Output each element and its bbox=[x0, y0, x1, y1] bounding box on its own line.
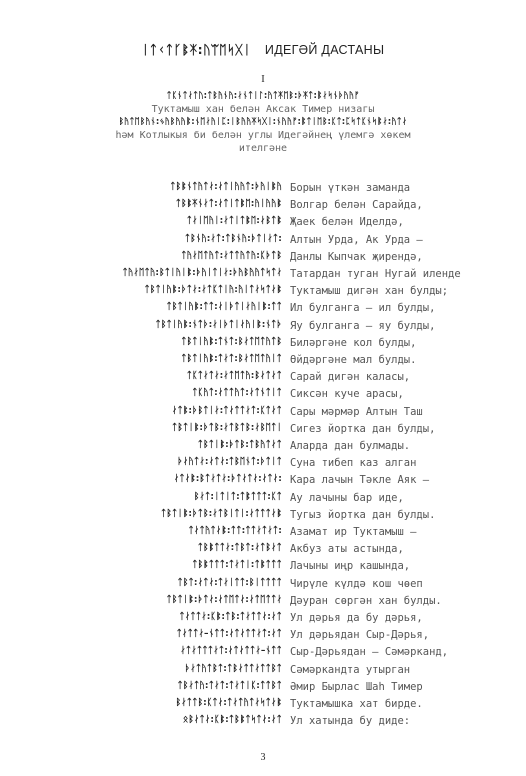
verse-runic: ᛏᛒᛔᛡᚾᛅᛏ:ᛅᛏᛁᛏᛔᛖ:ᚤᛁᚤᚤᛔ bbox=[175, 199, 282, 210]
verse-cyrillic: Сары мәрмәр Алтын Таш bbox=[290, 405, 423, 418]
intro-cyrillic-line: һәм Котлыкыя би белән углы Идегәйнең үлемгә хөкем bbox=[115, 130, 411, 141]
verse-runic: ᛏᛒᛏᛁᚤᛔ:ᛏᛅᛏ:ᛒᛅᛏᛖᛏᚤᛁᛏ bbox=[181, 354, 282, 364]
verse-line bbox=[0, 335, 526, 352]
verse-line bbox=[0, 421, 526, 438]
verse-cyrillic: Борын үткән заманда bbox=[290, 182, 411, 194]
verse-runic: ᛏᛒᛏᛁᚤᛔ:ᛏᚾᛏ:ᛒᛅᛏᛖᛏᚤᛏᛒ bbox=[181, 336, 282, 347]
chapter-intro bbox=[60, 90, 466, 155]
verse-cyrillic: Акбуз аты астында, bbox=[290, 543, 404, 556]
verse-runic: ᛏᛕᚤᛏ:ᛅᛏᛏᚤᛏ:ᛅᛏᚾᛏᛁᛏ bbox=[192, 388, 282, 399]
verse-runic: ᛏᛒᛅᛏᚤ:ᛏᛅᛏ:ᛏᛅᛏᛁᛕ:ᛏᛏᛒᛏ bbox=[177, 680, 282, 691]
verse-runic: ᛏᛅᛏᛏᛅ–ᚾᛏᛏ:ᛅᛏᛅᛏᛏᛅᛏ:ᛅᛏ bbox=[176, 629, 282, 640]
verse-cyrillic: Туктамышка хат бирде. bbox=[290, 698, 423, 710]
verse-line bbox=[0, 713, 526, 730]
verse-cyrillic: Биләргәне кол булды, bbox=[290, 336, 417, 349]
verse-runic: ᛏᛕᛏᛅᛏᛅ:ᛅᛏᛖᛏᚤ:ᛒᛅᛏᛅᛏ bbox=[186, 371, 282, 382]
verse-runic: ᛟᛒᛅᛏᛅ:ᛕᛔ:ᛏᛒᛔᛏᛋᛏᛅ:ᛅᛏ bbox=[182, 715, 282, 726]
verse-cyrillic: Суна тибеп каз алган bbox=[290, 457, 417, 470]
verse-runic: ᛏᛒᛏᛁᛔ:ᚦᛏᛒ:ᛅᛏᛒᛏᛒ:ᛅᛒᛖᛏᛁ bbox=[171, 422, 282, 433]
verse-cyrillic: Җаек белән Иделдә, bbox=[290, 216, 404, 229]
intro-runic-line: ᛏᛕᚾᛏᛅᛏᚢ:ᛏᛒᚤᚾᚤ:ᛅᚾᛏᛁᛚ:ᚤᛏᛡᛖᛒ:ᚦᛡᛏ:ᛔᛅᛋᚾᚦᚤᚤᚠ bbox=[166, 91, 360, 101]
page-title bbox=[0, 42, 526, 57]
verse-cyrillic: Сигез йортка дан булды, bbox=[290, 422, 436, 435]
verse-cyrillic: Волгар белән Сарайда, bbox=[290, 199, 423, 212]
verse-line bbox=[0, 696, 526, 713]
verse-runic: ᛏᛅᛁᛖᚤᛁ:ᛅᛏᛁᛏᛔᛖ:ᛅᛒᛏᛔ bbox=[186, 216, 282, 227]
verse-runic: ᚦᛅᚤᛏᛅ:ᛅᛏᛅ:ᛏᛒᛖᚾᛏ:ᚦᛏᛁᛏ bbox=[177, 457, 282, 468]
verse-line bbox=[0, 593, 526, 610]
verse-runic: ᛏᛅᛏᛏᛅ:ᛕᛔ:ᛏᛒ:ᛏᛅᛏᛏᛅ:ᛅᛏ bbox=[179, 612, 282, 622]
verse-line bbox=[0, 369, 526, 386]
verse-line bbox=[0, 627, 526, 644]
verse-line bbox=[0, 232, 526, 249]
verse-line bbox=[0, 490, 526, 507]
verse-cyrillic: Ул дәрьядан Сыр-Дәрья, bbox=[290, 629, 430, 642]
intro-cyrillic-line: ителгәне bbox=[238, 143, 288, 154]
verse-line bbox=[0, 404, 526, 421]
verse-line bbox=[0, 352, 526, 369]
verse-line bbox=[0, 386, 526, 403]
verse-line bbox=[0, 662, 526, 679]
verse-runic: ᛅᛏᛅᛔ:ᛒᛏᛅᛏᛅ:ᚦᛏᛅᛏᛅ:ᛅᛏᛅ: bbox=[173, 474, 282, 485]
verse-line bbox=[0, 455, 526, 472]
intro-runic-line: ᛒᚤᛏᛖᛒᚤᚾ:ᛃᚤᛒᚤᚤᛔ:ᚾᛖᛅᚤᛁᛈ:ᛁᛒᚤᚤᛡᛋᚷᛁ:ᚾᚤᚤᚠ:ᛔᛏᛁᛖᛒ:ᛕᛏ:ᛈᛋᛏᛕᚾᛋᛔᛅ:ᚤᛏᛅ bbox=[118, 117, 408, 127]
verse-runic: ᛏᛒᛏᛁᛔ:ᚦᛏᛒ:ᛏᛒᚤᛏᛅᛏ bbox=[197, 440, 282, 450]
verse-runic: ᛏᛅᛏᚤᛏᛅᛔ:ᛏᛏ:ᛏᛏᛅᛏᛅᛏ: bbox=[188, 526, 282, 536]
verse-runic: ᛏᛒᛏᛁᛔ:ᚦᛏᛒ:ᛅᛏᛒᛁᛏᛁ:ᛅᛏᛏᛏᛅᛔ bbox=[160, 508, 282, 519]
verse-runic: ᚦᛅᛏᚤᛏᛒᛏ:ᛏᛒᛅᛏᛏᛅᛏᛏᛒᛏ bbox=[184, 663, 282, 674]
verse-line bbox=[0, 438, 526, 455]
verse-line bbox=[0, 266, 526, 283]
verse-line bbox=[0, 644, 526, 661]
verse-cyrillic: Сыр-Дәрьядан – Сәмәрканд, bbox=[290, 646, 449, 659]
page-number: 3 bbox=[260, 752, 266, 763]
verse-cyrillic: Лачыны иңр кашында, bbox=[290, 560, 411, 573]
verse-cyrillic: Аларда дан булмады. bbox=[290, 440, 411, 452]
verse-cyrillic: Дәуран сөргән хан булды. bbox=[290, 594, 442, 607]
verse-line bbox=[0, 507, 526, 524]
verse-cyrillic: Яу булганга – яу булды, bbox=[290, 319, 436, 332]
verse-runic: ᛒᛅᛏᛏᛒ:ᛕᛏᛅ:ᛏᛅᛏᚤᛏᛅᛋᛏᛅᛔ bbox=[175, 698, 282, 708]
verse-runic: ᛒᛅᛏ:ᛁᛏᛁᛏ:ᛏᛔᛏᛏᛏ:ᛕᛏ bbox=[193, 491, 282, 502]
verse-runic: ᛏᚤᛅᛖᛏᚤᛏ:ᛅᛏᛏᚤᛏᚤ:ᛕᚦᛏᛒ bbox=[181, 250, 282, 261]
verse-line bbox=[0, 283, 526, 300]
verse-line bbox=[0, 576, 526, 593]
verse-runic: ᛅᛏᛅᛏᛏᛏᛅᛏ:ᛅᛏᛅᛏᛏᛅ–ᚾᛏᛏ bbox=[180, 646, 282, 657]
verse-cyrillic: Ул дәрья да бу дәрья, bbox=[290, 612, 423, 624]
title-cyrillic: ИДЕГӘЙ ДАСТАНЫ bbox=[264, 43, 385, 57]
verse-cyrillic: Алтын Урда, Ак Урда – bbox=[290, 233, 423, 246]
verse-runic: ᛏᛒᛏᛁᛔ:ᚦᛏᛅ:ᛅᛏᛖᛏᛅ:ᛅᛏᛖᛏᛏᛅ bbox=[166, 594, 282, 605]
verse-cyrillic: Татардан туган Нугай иленде bbox=[290, 268, 461, 280]
verse-runic: ᛏᛒᛔᚾᛏᚤᛏᛅ:ᛅᛏᛁᚤᚤᛏ:ᚦᚤᛁᛔᚤ bbox=[170, 182, 282, 192]
verse-cyrillic: Сарай дигән каласы, bbox=[290, 371, 411, 384]
verse-line bbox=[0, 300, 526, 317]
verse-runic: ᛏᛒᛔᛏᛏᛏ:ᛏᛅᛏᛁ:ᛏᛔᛏᛏᛏ bbox=[192, 560, 282, 571]
verse-runic: ᛏᛒᛔᛏᛏᛅ:ᛏᛒᛏ:ᛅᛏᛒᛅᛏ bbox=[197, 543, 282, 554]
verse-cyrillic: Ил булганга – ил булды, bbox=[290, 302, 436, 315]
verse-cyrillic: Өйдәргәне мал булды. bbox=[290, 354, 417, 366]
verse-line bbox=[0, 558, 526, 575]
verse-line bbox=[0, 524, 526, 541]
verse-runic: ᛏᛒᛏᛁᚤᛔ:ᛏᛏ:ᛅᛁᚦᛏᛁᛅᚤᛁᛔ:ᛏᛏ bbox=[166, 302, 282, 313]
verse-line bbox=[0, 180, 526, 197]
verse-cyrillic: Әмир Бырлас Шаһ Тимер bbox=[290, 680, 423, 693]
verse-line bbox=[0, 318, 526, 335]
verse-cyrillic: Тугыз йортка дан булды. bbox=[290, 508, 436, 521]
verse-cyrillic: Ул хатында бу диде: bbox=[290, 715, 411, 728]
verse-cyrillic: Туктамыш дигән хан булды; bbox=[290, 285, 449, 298]
verse-line bbox=[0, 472, 526, 489]
verse-runic: ᛏᛒᛏᛁᚤᛔ:ᚾᛏᚦ:ᛅᛁᚦᛏᛁᛅᚤᛁᛔ:ᚾᛏᚦ bbox=[155, 319, 282, 330]
verse-line bbox=[0, 249, 526, 266]
verse-line bbox=[0, 679, 526, 696]
verse-cyrillic: Ау лачыны бар иде, bbox=[290, 491, 404, 504]
verse-cyrillic: Сәмәркандта утырган bbox=[290, 663, 411, 676]
verse-line bbox=[0, 610, 526, 627]
title-runic: ᛁᛏᚲᛏᚴᛔᛡ:ᚢᛠᛖᛋᚷᛁ bbox=[141, 42, 252, 57]
verse-runic: ᛅᛏᛔ:ᚦᛒᛏᛁᛅ:ᛏᛅᛏᛏᛅᛏ:ᛕᛏᛅᛏ bbox=[171, 405, 282, 416]
verse-line bbox=[0, 214, 526, 231]
verse-cyrillic: Данлы Кыпчак җирендә, bbox=[290, 250, 423, 263]
verse-runic: ᛏᛒᛏᛁᚤᛔ:ᚦᛏᛅ:ᛅᛏᛕᛏᛁᚤ:ᚤᛁᛏᛅᛋᛏᛅᛔ bbox=[144, 285, 282, 296]
verse-runic: ᛏᛒᚾᚤ:ᛅᛏ:ᛏᛒᚾᚤ:ᚦᛏᛁᛅᛏ: bbox=[184, 233, 282, 244]
verse-cyrillic: Сиксән куче арасы, bbox=[290, 388, 404, 401]
verse-cyrillic: Чирүле күлдә кош чөеп bbox=[290, 577, 423, 590]
verse-runic: ᛏᚤᛅᛖᛏᚤ:ᛒᛏᛁᚤᛁᛔ:ᚦᚤᛁᛏᛁᛅ:ᚦᚤᛒᚤᚤᛏᛋᛏᛅ bbox=[122, 268, 282, 278]
chapter-number: I bbox=[261, 74, 265, 85]
verse-cyrillic: Кара лачын Тәкле Аяк – bbox=[290, 474, 430, 487]
verse-line bbox=[0, 197, 526, 214]
verse-line bbox=[0, 541, 526, 558]
intro-cyrillic-line: Туктамыш хан белән Аксак Тимер низагы bbox=[151, 104, 375, 115]
verse-runic: ᛏᛒᛏ:ᛅᛏᛅ:ᛏᛅᛁᛏᛏ:ᛒᛁᛏᛏᛏᛏ bbox=[177, 577, 282, 588]
verse-cyrillic: Азамат ир Туктамыш – bbox=[290, 526, 417, 538]
